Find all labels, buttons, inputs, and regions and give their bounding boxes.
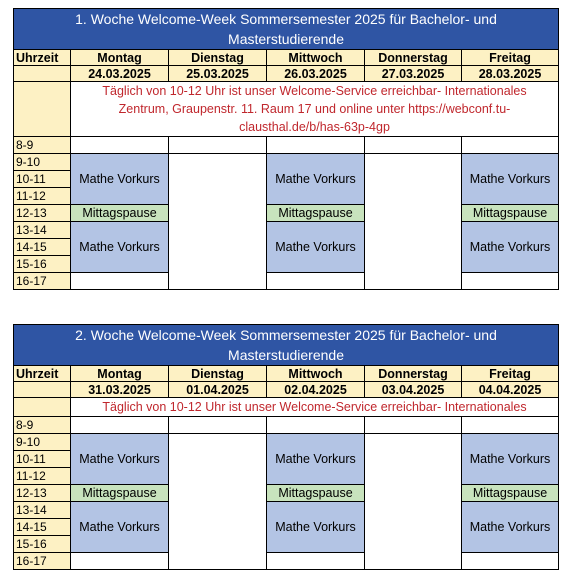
time-header: Uhrzeit [14,366,71,382]
week1-schedule-table [13,8,559,290]
time-slot: 11-12 [14,188,71,205]
empty-day-block [365,154,462,290]
empty-cell [71,553,169,570]
empty-cell [169,417,267,434]
time-slot: 9-10 [14,154,71,171]
mathe-vorkurs-session: Mathe Vorkurs [267,502,365,553]
empty-cell [462,553,559,570]
date-tuesday: 25.03.2025 [169,66,267,82]
mathe-vorkurs-session: Mathe Vorkurs [462,502,559,553]
date-header-spacer [14,66,71,82]
mathe-vorkurs-session: Mathe Vorkurs [462,154,559,205]
empty-day-block [169,434,267,570]
date-monday: 31.03.2025 [71,382,169,398]
mathe-vorkurs-session: Mathe Vorkurs [71,154,169,205]
empty-cell [71,417,169,434]
notice-time-spacer [14,398,71,417]
mittagspause-block: Mittagspause [71,205,169,222]
time-slot: 13-14 [14,502,71,519]
week2-title: 2. Woche Welcome-Week Sommersemester 2025 für Bachelor- und Masterstudierende [14,325,559,366]
date-wednesday: 02.04.2025 [267,382,365,398]
time-slot: 12-13 [14,205,71,222]
notice-time-spacer [14,82,71,137]
day-header-thursday: Donnerstag [365,50,462,66]
empty-day-block [365,434,462,570]
mathe-vorkurs-session: Mathe Vorkurs [267,222,365,273]
time-slot: 16-17 [14,273,71,290]
day-header-friday: Freitag [462,50,559,66]
day-header-tuesday: Dienstag [169,50,267,66]
empty-day-block [169,154,267,290]
mathe-vorkurs-session: Mathe Vorkurs [267,434,365,485]
date-wednesday: 26.03.2025 [267,66,365,82]
mittagspause-block: Mittagspause [71,485,169,502]
empty-cell [169,137,267,154]
time-slot: 9-10 [14,434,71,451]
date-monday: 24.03.2025 [71,66,169,82]
mathe-vorkurs-session: Mathe Vorkurs [71,434,169,485]
mathe-vorkurs-session: Mathe Vorkurs [462,434,559,485]
mathe-vorkurs-session: Mathe Vorkurs [462,222,559,273]
mittagspause-block: Mittagspause [267,205,365,222]
empty-cell [267,273,365,290]
time-slot: 8-9 [14,137,71,154]
time-slot: 15-16 [14,536,71,553]
time-slot: 15-16 [14,256,71,273]
date-tuesday: 01.04.2025 [169,382,267,398]
empty-cell [71,273,169,290]
empty-cell [365,417,462,434]
empty-cell [462,137,559,154]
empty-cell [71,137,169,154]
mittagspause-block: Mittagspause [267,485,365,502]
time-slot: 10-11 [14,171,71,188]
date-friday: 28.03.2025 [462,66,559,82]
empty-cell [267,553,365,570]
time-header: Uhrzeit [14,50,71,66]
welcome-service-notice: Täglich von 10-12 Uhr ist unser Welcome-Service erreichbar- Internationales Zentrum, Graupenstr. 11. Raum 17 und online unter https://webconf.tu-clausthal.de/b/has-63p-4gp [71,82,559,137]
day-header-tuesday: Dienstag [169,366,267,382]
empty-cell [267,137,365,154]
date-thursday: 03.04.2025 [365,382,462,398]
empty-cell [365,137,462,154]
time-slot: 12-13 [14,485,71,502]
day-header-monday: Montag [71,366,169,382]
day-header-wednesday: Mittwoch [267,50,365,66]
time-slot: 10-11 [14,451,71,468]
empty-cell [267,417,365,434]
time-slot: 14-15 [14,519,71,536]
empty-cell [462,417,559,434]
welcome-service-notice: Täglich von 10-12 Uhr ist unser Welcome-Service erreichbar- Internationales [71,398,559,417]
day-header-thursday: Donnerstag [365,366,462,382]
day-header-wednesday: Mittwoch [267,366,365,382]
mathe-vorkurs-session: Mathe Vorkurs [71,502,169,553]
time-slot: 8-9 [14,417,71,434]
day-header-monday: Montag [71,50,169,66]
date-thursday: 27.03.2025 [365,66,462,82]
time-slot: 11-12 [14,468,71,485]
date-friday: 04.04.2025 [462,382,559,398]
time-slot: 14-15 [14,239,71,256]
mittagspause-block: Mittagspause [462,205,559,222]
day-header-friday: Freitag [462,366,559,382]
mittagspause-block: Mittagspause [462,485,559,502]
time-slot: 16-17 [14,553,71,570]
date-header-spacer [14,382,71,398]
time-slot: 13-14 [14,222,71,239]
empty-cell [462,273,559,290]
week2-schedule-table [13,324,559,570]
mathe-vorkurs-session: Mathe Vorkurs [267,154,365,205]
week1-title: 1. Woche Welcome-Week Sommersemester 2025 für Bachelor- und Masterstudierende [14,9,559,50]
mathe-vorkurs-session: Mathe Vorkurs [71,222,169,273]
